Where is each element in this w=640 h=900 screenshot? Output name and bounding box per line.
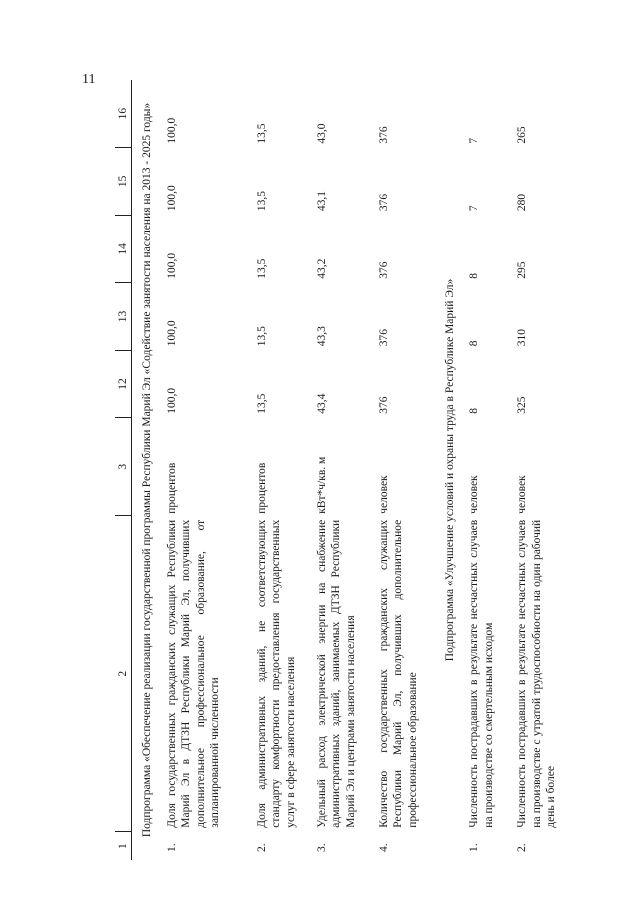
value-cell: 8: [468, 408, 481, 414]
column-header: 12: [115, 350, 132, 418]
value-cell: 376: [377, 193, 390, 212]
unit: человек: [377, 475, 390, 514]
value-cell: 43,2: [315, 258, 328, 279]
row-number: 3.: [315, 843, 328, 852]
section-title: Подпрограмма «Обеспечение реализации государственной программы Республики Марий Эл «Содействие занятости населения на 2013 - 2025 годы»: [141, 102, 154, 838]
value-cell: 43,4: [315, 393, 328, 414]
section-title-row: [132, 80, 161, 860]
column-header: 13: [115, 283, 132, 351]
row-number: 2.: [255, 843, 268, 852]
value-cell: 265: [516, 126, 529, 144]
indicator-name: Численность пострадавших в результате несчастных случаев на производстве с утратой трудоспособности на один рабочий день и более: [516, 519, 557, 828]
unit: процентов: [165, 462, 178, 514]
value-cell: 325: [516, 396, 529, 414]
indicator-name: Доля государственных гражданских служащих Республики Марий Эл в ДТЗН Республики Марий Эл, получивших дополнительное профессиональное образование, от запланированной численности: [165, 519, 221, 828]
value-cell: 43,0: [315, 123, 328, 144]
value-cell: 100,0: [165, 252, 178, 279]
value-cell: 13,5: [255, 326, 268, 347]
row-number: 1.: [468, 843, 481, 852]
column-header: 3: [115, 418, 132, 516]
unit: процентов: [255, 462, 268, 514]
value-cell: 8: [468, 340, 481, 347]
column-header: 2: [115, 516, 132, 832]
unit: человек: [516, 475, 529, 514]
unit: человек: [468, 475, 481, 514]
page-number: 11: [82, 72, 96, 87]
value-cell: 310: [516, 328, 529, 347]
value-cell: 376: [377, 126, 390, 144]
table-row: [251, 80, 311, 860]
table-row: [373, 80, 435, 860]
value-cell: 13,5: [255, 123, 268, 144]
value-cell: 43,1: [315, 191, 328, 212]
indicators-table: [115, 80, 569, 860]
value-cell: 295: [516, 261, 529, 279]
indicator-name: Количество государственных гражданских служащих Республики Марий Эл, получивших дополнительное профессиональное образование: [377, 519, 419, 828]
table-row: [511, 80, 569, 860]
header-row: [115, 80, 132, 860]
value-cell: 100,0: [165, 387, 178, 414]
value-cell: 376: [377, 328, 390, 347]
value-cell: 7: [468, 137, 481, 144]
column-header: 14: [115, 215, 132, 283]
value-cell: 100,0: [165, 320, 178, 347]
table-row: [311, 80, 373, 860]
value-cell: 100,0: [165, 117, 178, 144]
rotated-table-container: [115, 80, 555, 860]
value-cell: 43,3: [315, 326, 328, 347]
table-row: [161, 80, 251, 860]
value-cell: 7: [468, 205, 481, 212]
row-number: 2.: [516, 843, 529, 852]
value-cell: 376: [377, 261, 390, 279]
column-header: 16: [115, 80, 132, 148]
unit: кВт*ч/кв. м: [315, 456, 328, 514]
value-cell: 13,5: [255, 393, 268, 414]
value-cell: 280: [516, 193, 529, 212]
row-number: 1.: [165, 843, 178, 852]
column-header: 15: [115, 148, 132, 216]
value-cell: 376: [377, 396, 390, 414]
section-title-row: [435, 80, 463, 860]
indicator-name: Удельный расход электрической энергии на снабжение административных зданий, занимаемых ДТЗН Республики Марий Эл и центрами занятости населения: [315, 519, 357, 828]
value-cell: 100,0: [165, 185, 178, 212]
value-cell: 13,5: [255, 191, 268, 212]
column-header: 1: [115, 832, 132, 860]
value-cell: 13,5: [255, 258, 268, 279]
section-title: Подпрограмма «Улучшение условий и охраны труда в Республике Марий Эл»: [443, 278, 456, 662]
value-cell: 8: [468, 272, 481, 279]
row-number: 4.: [377, 843, 390, 852]
indicator-name: Доля административных зданий, не соответствующих стандарту комфортности предоставления государственных услуг в сфере занятости населения: [255, 519, 297, 828]
table-row: [463, 80, 511, 860]
indicator-name: Численность пострадавших в результате несчастных случаев на производстве со смертельным исходом: [468, 519, 495, 828]
